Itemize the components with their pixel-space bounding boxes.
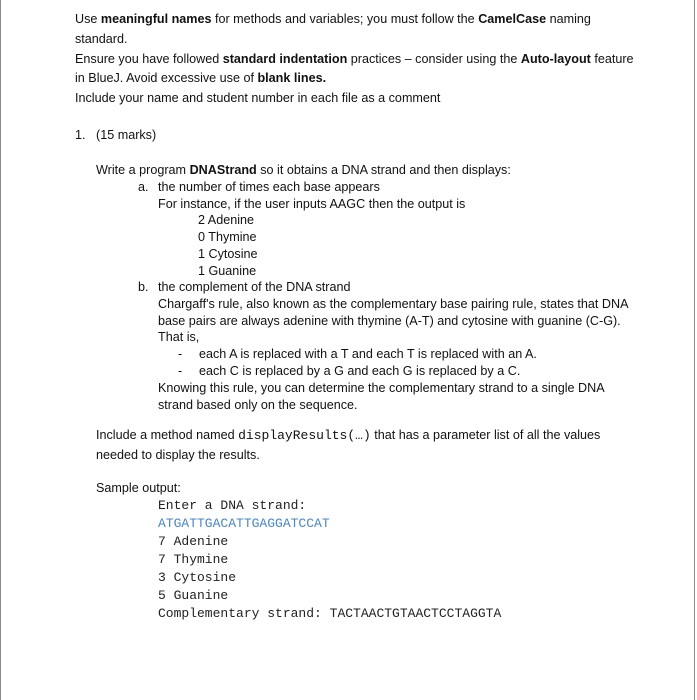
question-marks: (15 marks) bbox=[96, 128, 157, 142]
knowing-line-2: strand based only on the sequence. bbox=[158, 398, 358, 412]
chargaff-line-1: Chargaff's rule, also known as the complementary base pairing rule, states that DNA bbox=[158, 297, 629, 311]
bullet-dash-1: - bbox=[178, 347, 183, 361]
part-b-letter: b. bbox=[138, 280, 149, 294]
chargaff-line-2: base pairs are always adenine with thymine (A-T) and cytosine with guanine (C-G). bbox=[158, 314, 621, 328]
intro-line-5: Include your name and student number in each file as a comment bbox=[75, 91, 441, 105]
bullet-dash-2: - bbox=[178, 364, 183, 378]
complement-label: Complementary strand: bbox=[158, 606, 322, 621]
part-a-letter: a. bbox=[138, 180, 149, 194]
sample-complement bbox=[158, 605, 501, 623]
count-adenine: 2 Adenine bbox=[198, 213, 255, 227]
count-thymine: 0 Thymine bbox=[198, 230, 257, 244]
intro-line-4: in BlueJ. Avoid excessive use of blank lines. bbox=[75, 71, 327, 85]
sample-count-guanine: 5 Guanine bbox=[158, 588, 229, 603]
question-number: 1. bbox=[75, 128, 86, 142]
complement-value: TACTAACTGTAACTCCTAGGTA bbox=[329, 606, 502, 621]
sample-count-thymine: 7 Thymine bbox=[158, 552, 229, 567]
question-prompt: Write a program DNAStrand so it obtains a DNA strand and then displays: bbox=[96, 163, 511, 177]
knowing-line-1: Knowing this rule, you can determine the complementary strand to a single DNA bbox=[158, 381, 605, 395]
intro-line-1: Use meaningful names for methods and variables; you must follow the CamelCase naming bbox=[75, 12, 591, 26]
method-line-2: needed to display the results. bbox=[96, 448, 260, 462]
method-line-1: Include a method named displayResults(…) that has a parameter list of all the values bbox=[96, 428, 601, 443]
bullet-2: each C is replaced by a G and each G is replaced by a C. bbox=[199, 364, 521, 378]
method-code: displayResults(…) bbox=[238, 428, 371, 443]
part-a-instance: For instance, if the user inputs AAGC then the output is bbox=[158, 197, 466, 211]
part-a-title: the number of times each base appears bbox=[158, 180, 380, 194]
sample-prompt: Enter a DNA strand: bbox=[158, 498, 307, 513]
count-guanine: 1 Guanine bbox=[198, 264, 257, 278]
sample-count-adenine: 7 Adenine bbox=[158, 534, 229, 549]
bullet-1: each A is replaced with a T and each T is replaced with an A. bbox=[199, 347, 537, 361]
chargaff-line-3: That is, bbox=[158, 330, 200, 344]
part-b-title: the complement of the DNA strand bbox=[158, 280, 351, 294]
count-cytosine: 1 Cytosine bbox=[198, 247, 258, 261]
sample-input: ATGATTGACATTGAGGATCCAT bbox=[158, 516, 330, 531]
intro-line-2: standard. bbox=[75, 32, 128, 46]
sample-label: Sample output: bbox=[96, 481, 181, 495]
sample-count-cytosine: 3 Cytosine bbox=[158, 570, 237, 585]
intro-line-3: Ensure you have followed standard indentation practices – consider using the Auto-layout feature bbox=[75, 52, 634, 66]
